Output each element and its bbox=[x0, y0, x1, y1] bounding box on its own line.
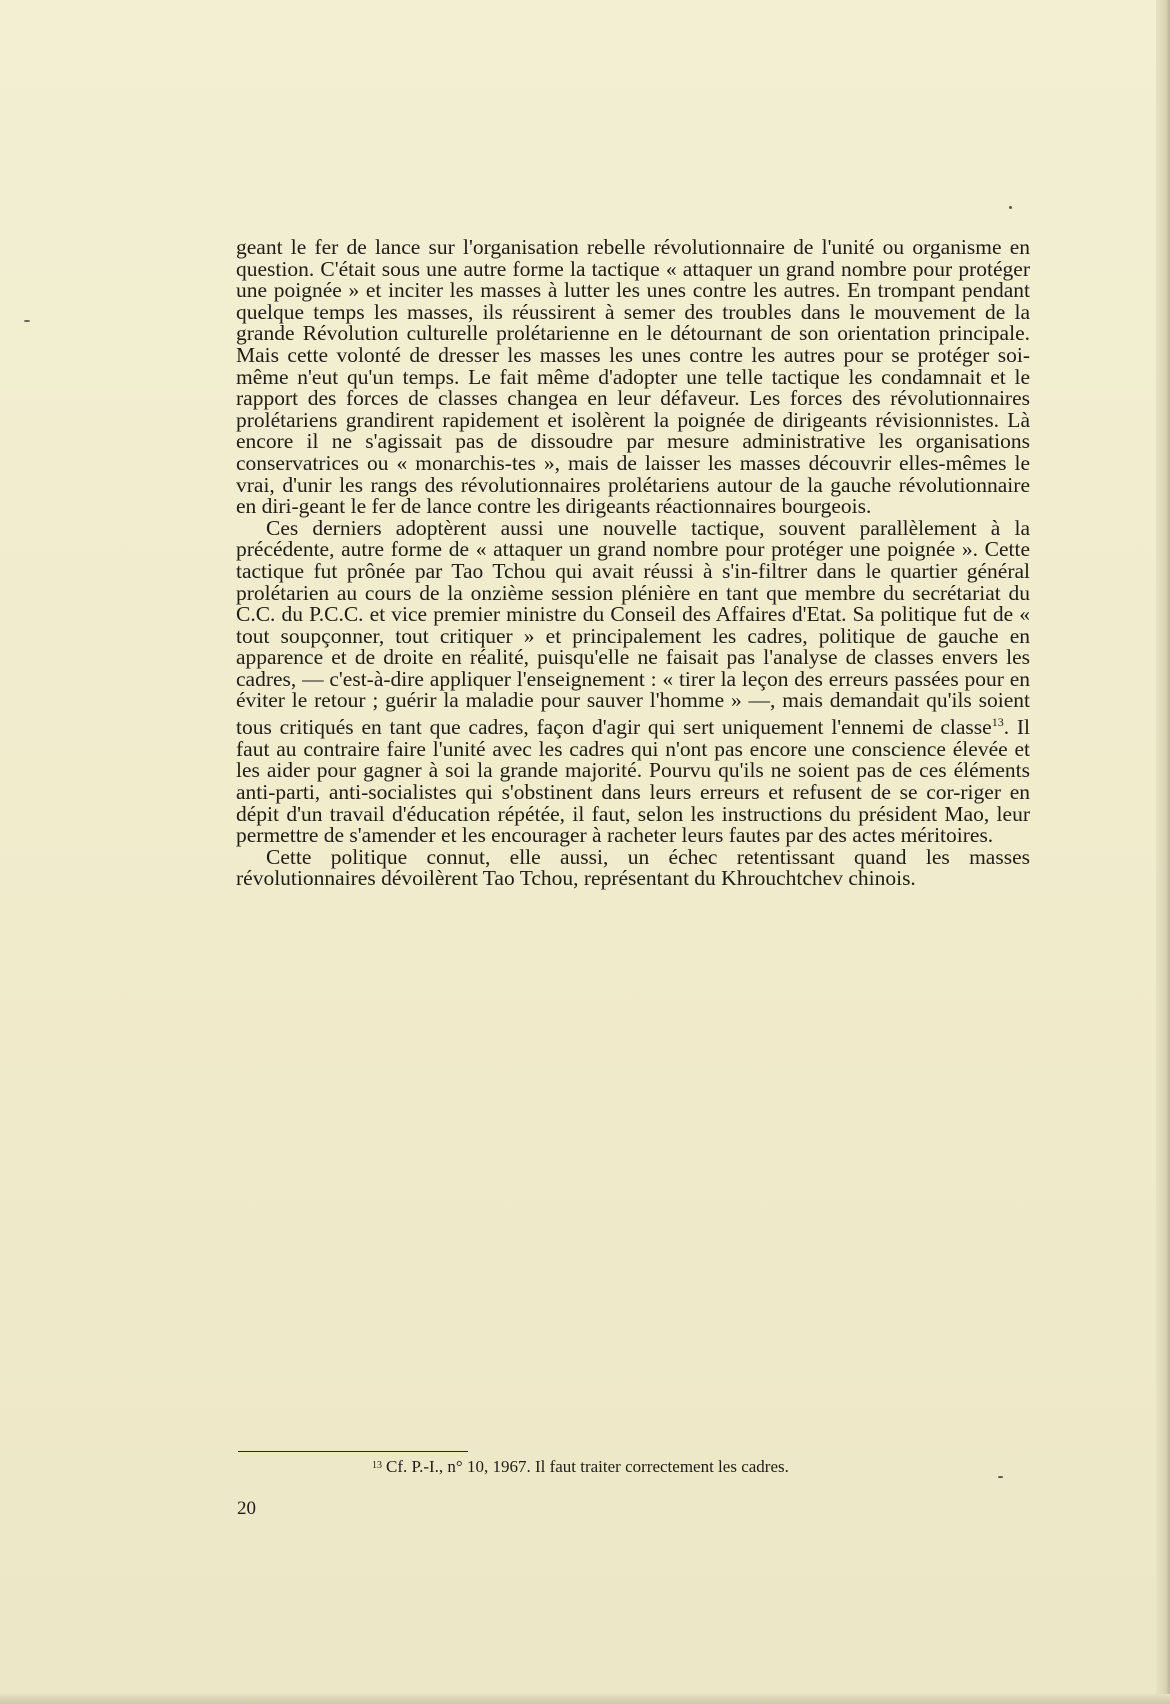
footnote-divider bbox=[238, 1451, 468, 1452]
footnote-text: Cf. P.-I., n° 10, 1967. Il faut traiter correctement les cadres. bbox=[386, 1457, 789, 1476]
page-number: 20 bbox=[237, 1498, 256, 1519]
paper-speck bbox=[1009, 206, 1012, 209]
paragraph-3: Cette politique connut, elle aussi, un échec retentissant quand les masses révolutionnaires dévoilèrent Tao Tchou, représentant du Khrouchtchev chinois. bbox=[236, 844, 1030, 891]
paper-speck bbox=[24, 320, 30, 322]
paragraph-2-text-after: . Il faut au contraire faire l'unité avec les cadres qui n'ont pas encore une conscience élevée et les aider pour gagner à soi la grande majorité. Pourvu qu'ils ne soient pas de ces éléments anti-parti, anti-socialistes qui s'obstinent dans leurs erreurs et refusent de se cor-riger en dépit d'un travail d'éducation répétée, il faut, selon les instructions du président Mao, leur permettre de s'amender et les encourager à racheter leurs fautes par des actes méritoires. bbox=[236, 715, 1030, 848]
paragraph-2 bbox=[236, 515, 1030, 848]
paragraph-2-text: Ces derniers adoptèrent aussi une nouvelle tactique, souvent parallèlement à la précédente, autre forme de « attaquer un grand nombre pour protéger une poignée ». Cette tactique fut prônée par Tao Tchou qui avait réussi à s'in-filtrer dans le quartier général prolétarien au cours de la onzième session plénière en tant que membre du secrétariat du C.C. du P.C.C. et vice premier ministre du Conseil des Affaires d'Etat. Sa politique fut de « tout soupçonner, tout critiquer » et principalement les cadres, politique de gauche en apparence et de droite en réalité, puisqu'elle ne faisait pas l'analyse de classes envers les cadres, — c'est-à-dire appliquer l'enseignement : « tirer la leçon des erreurs passées pour en éviter le retour ; guérir la maladie pour sauver l'homme » —, mais demandait qu'ils soient tous critiqués en tant que cadres, façon d'agir qui sert uniquement l'ennemi de classe bbox=[236, 515, 1030, 740]
body-text bbox=[236, 237, 1030, 890]
paragraph-1: geant le fer de lance sur l'organisation rebelle révolutionnaire de l'unité ou organisme en question. C'était sous une autre forme la tactique « attaquer un grand nombre pour protéger une poignée » et inciter les masses à lutter les unes contre les autres. En trompant pendant quelque temps les masses, ils réussirent à semer des troubles dans le mouvement de la grande Révolution culturelle prolétarienne en le détournant de son orientation principale. Mais cette volonté de dresser les masses les unes contre les autres pour se protéger soi-même n'eut qu'un temps. Le fait même d'adopter une telle tactique les condamnait et le rapport des forces de classes changea en leur défaveur. Les forces des révolutionnaires prolétariens grandirent rapidement et isolèrent la poignée de dirigeants révisionnistes. Là encore il ne s'agissait pas de dissoudre par mesure administrative les organisations conservatrices ou « monarchis-tes », mais de laisser les masses découvrir elles-mêmes le vrai, d'unir les rangs des révolutionnaires prolétariens autour de la gauche révolutionnaire en diri-geant le fer de lance contre les dirigeants réactionnaires bourgeois. bbox=[236, 235, 1030, 519]
footnote-reference: 13 bbox=[991, 715, 1004, 730]
footnote-marker: 13 bbox=[372, 1460, 382, 1471]
page-edge-bottom bbox=[0, 1694, 1170, 1704]
footnote bbox=[372, 1457, 1032, 1477]
paper-speck bbox=[998, 1476, 1003, 1478]
page-edge-right bbox=[1156, 0, 1170, 1704]
